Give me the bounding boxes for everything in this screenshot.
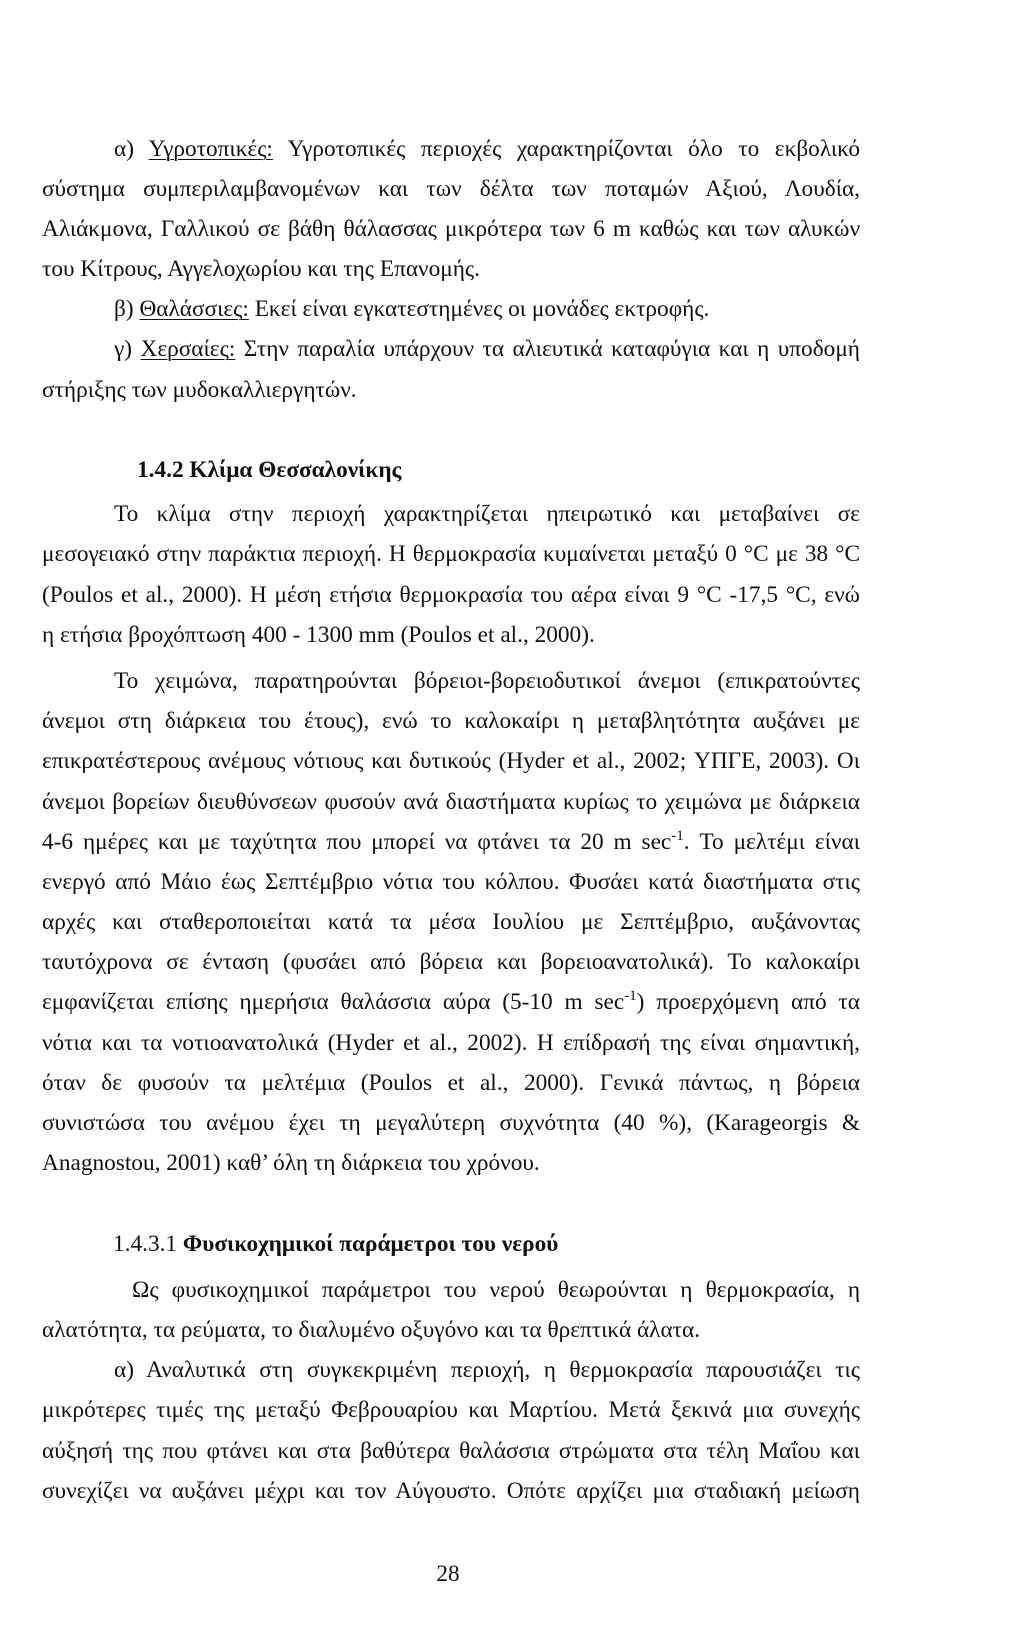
paragraph bbox=[42, 494, 860, 655]
section-heading bbox=[42, 1224, 860, 1264]
line-text: στήριξης των μυδοκαλλιεργητών. bbox=[42, 376, 357, 403]
line-text: Anagnostou, 2001) καθ’ όλη τη διάρκεια του χρόνου. bbox=[42, 1150, 540, 1177]
heading-title: Φυσικοχημικοί παράμετροι του νερού bbox=[182, 1230, 559, 1257]
text-line bbox=[42, 902, 860, 942]
line-text: Το χειμώνα, παρατηρούνται βόρειοι-βορειοδυτικοί άνεμοι (επικρατούντες bbox=[114, 667, 860, 694]
superscript: -1 bbox=[624, 988, 637, 1005]
line-text: ταυτόχρονα σε ένταση (φυσάει από βόρεια και βορειοανατολικά). Το καλοκαίρι bbox=[42, 949, 860, 976]
text-line bbox=[42, 209, 860, 249]
text-line bbox=[42, 1310, 860, 1350]
line-text bbox=[114, 136, 860, 162]
line-text: Το κλίμα στην περιοχή χαρακτηρίζεται ηπειρωτικό και μεταβαίνει σε bbox=[114, 501, 860, 528]
line-text: μεσογειακό στην παράκτια περιοχή. Η θερμοκρασία κυμαίνεται μεταξύ 0 °C με 38 °C bbox=[42, 541, 860, 568]
line-text: αρχές και σταθεροποιείται κατά τα μέσα Ιουλίου με Σεπτέμβριο, αυξάνοντας bbox=[42, 909, 860, 936]
line-text-rest: Υγροτοπικές περιοχές χαρακτηρίζονται όλο το εκβολικό bbox=[287, 135, 860, 162]
body-text bbox=[42, 129, 860, 1511]
text-line bbox=[42, 1390, 860, 1430]
text-line bbox=[42, 1103, 860, 1143]
list-item-wetlands bbox=[42, 129, 860, 290]
line-text: νότια και τα νοτιοανατολικά (Hyder et al., 2002). Η επίδρασή της είναι σημαντική, bbox=[42, 1029, 860, 1056]
line-text: η ετήσια βροχόπτωση 400 - 1300 mm (Poulos et al., 2000). bbox=[42, 621, 595, 648]
text-line bbox=[42, 289, 860, 329]
text-line bbox=[42, 169, 860, 209]
line-text: συνιστώσα του ανέμου έχει τη μεγαλύτερη συχνότητα (40 %), (Karageorgis & bbox=[42, 1110, 860, 1136]
line-text: συνεχίζει να αυξάνει μέχρι και τον Αύγουστο. Οπότε αρχίζει μια σταδιακή μείωση bbox=[42, 1477, 860, 1504]
line-text bbox=[42, 829, 860, 855]
text-line bbox=[42, 1063, 860, 1103]
text-line bbox=[42, 1350, 860, 1390]
line-text: άνεμοι βορείων διευθύνσεων φυσούν ανά διαστήματα κυρίως το χειμώνα με διάρκεια bbox=[42, 788, 860, 815]
text-line bbox=[42, 575, 860, 615]
text-line bbox=[42, 494, 860, 534]
list-marker: β) bbox=[114, 296, 134, 323]
heading-number: 1.4.2 bbox=[137, 457, 184, 483]
line-text bbox=[42, 989, 860, 1015]
paragraph bbox=[42, 1270, 860, 1350]
section-heading bbox=[42, 450, 860, 490]
underlined-label: Υγροτοπικές: bbox=[148, 135, 273, 162]
list-marker: α) bbox=[114, 135, 134, 162]
paragraph bbox=[42, 661, 860, 1183]
text-line bbox=[42, 741, 860, 781]
line-text bbox=[114, 296, 709, 322]
text-line bbox=[42, 615, 860, 655]
text-line bbox=[42, 1431, 860, 1471]
line-text: α) Αναλυτικά στη συγκεκριμένη περιοχή, η θερμοκρασία παρουσιάζει τις bbox=[114, 1357, 860, 1384]
line-text: Ως φυσικοχημικοί παράμετροι του νερού θεωρούνται η θερμοκρασία, η bbox=[132, 1276, 860, 1303]
line-text: άνεμοι στη διάρκεια του έτους), ενώ το καλοκαίρι η μεταβλητότητα αυξάνει με bbox=[42, 708, 860, 735]
line-text-part: . Το μελτέμι είναι bbox=[683, 828, 860, 855]
line-text-part: εμφανίζεται επίσης ημερήσια θαλάσσια αύρα (5-10 m sec bbox=[42, 989, 625, 1016]
text-line bbox=[42, 1143, 860, 1183]
heading-title: Κλίμα Θεσσαλονίκης bbox=[189, 457, 402, 483]
line-text bbox=[114, 336, 860, 362]
line-text-part: 4-6 ημέρες και με ταχύτητα που μπορεί να φτάνει τα 20 m sec bbox=[42, 828, 672, 855]
list-item-terrestrial bbox=[42, 329, 860, 409]
text-line bbox=[42, 1023, 860, 1063]
text-line bbox=[42, 1270, 860, 1310]
underlined-label: Χερσαίες: bbox=[140, 336, 236, 363]
superscript: -1 bbox=[671, 827, 684, 844]
line-text: αλατότητα, τα ρεύματα, το διαλυμένο οξυγόνο και τα θρεπτικά άλατα. bbox=[42, 1316, 701, 1343]
line-text: Αλιάκμονα, Γαλλικού σε βάθη θάλασσας μικρότερα των 6 m καθώς και των αλυκών bbox=[42, 215, 860, 242]
text-line bbox=[42, 329, 860, 369]
text-line bbox=[42, 862, 860, 902]
text-line bbox=[42, 1471, 860, 1511]
line-text: ενεργό από Μάιο έως Σεπτέμβριο νότια του κόλπου. Φυσάει κατά διαστήματα στις bbox=[42, 868, 860, 895]
text-line bbox=[42, 370, 860, 410]
text-line bbox=[42, 249, 860, 289]
line-text: (Poulos et al., 2000). Η μέση ετήσια θερμοκρασία του αέρα είναι 9 °C -17,5 °C, ενώ bbox=[42, 581, 860, 608]
text-line bbox=[42, 942, 860, 982]
text-line bbox=[42, 534, 860, 574]
line-text: αύξησή της που φτάνει και στα βαθύτερα θαλάσσια στρώματα στα τέλη Μαΐου και bbox=[42, 1437, 860, 1464]
line-text-part: ) προερχόμενη από τα bbox=[636, 989, 860, 1016]
text-line bbox=[42, 822, 860, 862]
text-line bbox=[42, 661, 860, 701]
line-text: μικρότερες τιμές της μεταξύ Φεβρουαρίου και Μαρτίου. Μετά ξεκινά μια συνεχής bbox=[42, 1397, 860, 1424]
text-line bbox=[42, 701, 860, 741]
paragraph bbox=[42, 1350, 860, 1511]
page-number: 28 bbox=[436, 1561, 460, 1587]
line-text: του Κίτρους, Αγγελοχωρίου και της Επανομής. bbox=[42, 256, 480, 283]
text-line bbox=[42, 982, 860, 1022]
line-text: σύστημα συμπεριλαμβανομένων και των δέλτα των ποταμών Αξιού, Λουδία, bbox=[42, 175, 860, 202]
line-text-rest: Εκεί είναι εγκατεστημένες οι μονάδες εκτροφής. bbox=[254, 296, 710, 323]
line-text: επικρατέστερους ανέμους νότιους και δυτικούς (Hyder et al., 2002; ΥΠΓΕ, 2003). Οι bbox=[42, 748, 860, 775]
line-text: όταν δε φυσούν τα μελτέμια (Poulos et al., 2000). Γενικά πάντως, η βόρεια bbox=[42, 1069, 860, 1096]
list-item-marine bbox=[42, 289, 860, 329]
line-text-rest: Στην παραλία υπάρχουν τα αλιευτικά καταφύγια και η υποδομή bbox=[243, 336, 860, 363]
heading-number: 1.4.3.1 bbox=[113, 1230, 178, 1257]
text-line bbox=[42, 782, 860, 822]
text-line bbox=[42, 129, 860, 169]
list-marker: γ) bbox=[114, 336, 133, 363]
underlined-label: Θαλάσσιες: bbox=[139, 296, 249, 323]
